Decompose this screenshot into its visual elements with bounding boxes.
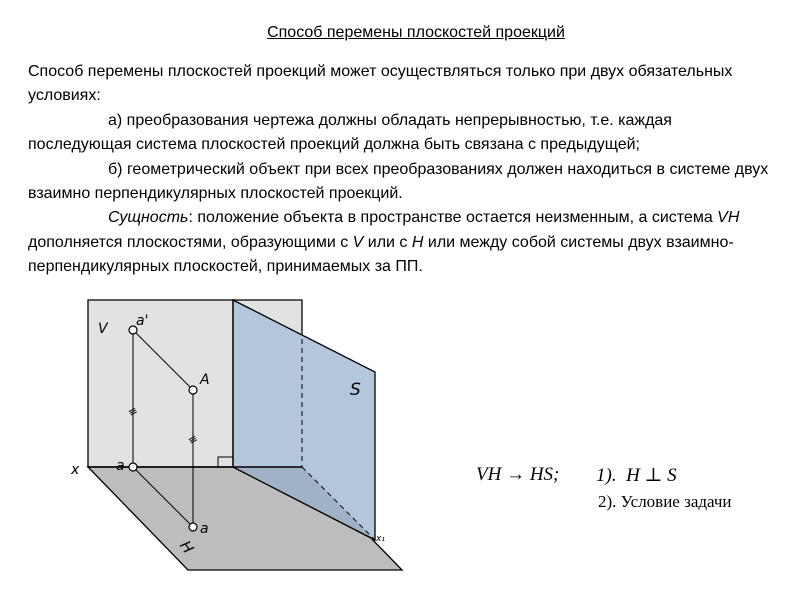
formula-mapping-text: VH → HS; [476,464,560,485]
formula-mapping [476,464,559,486]
label-a: a [200,521,209,537]
label-a-prime: a' [136,313,149,329]
condition-a-text: а) преобразования чертежа должны обладать непрерывностью, т.е. каждая последующая система плоскостей проекций должна быть связана с предыдущей; [28,111,672,154]
intro-paragraph: Способ перемены плоскостей проекций может осуществляться только при двух обязательных условиях: [28,63,733,105]
label-A: A [200,372,210,388]
essence-h: H [411,233,424,251]
essence-label: Сущность [108,209,189,227]
point-ax [129,463,137,471]
essence-text-4: или между собой системы двух взаимно-перпендикулярных плоскостей, принимаемых за ПП. [28,233,734,276]
label-S: S [350,380,361,400]
label-x1: x₁ [376,534,385,544]
essence-v: V [352,233,364,251]
essence-vh: VH [717,209,740,227]
page-title: Способ перемены плоскостей проекций [267,24,565,41]
formula-step1: 1). H ⊥ S [596,465,677,486]
label-x: x [71,462,80,478]
condition-b-text: б) геометрический объект при всех преобразованиях должен находиться в системе двух взаимно перпендикулярных плоскостей проекций. [28,160,769,203]
essence-text-2: дополняется плоскостями, образующими с [28,233,353,251]
point-A [189,386,197,394]
essence-text-3: или с [363,233,412,251]
tick-mark-upper: ≡ [125,403,141,420]
tick-mark-lower: ≡ [185,431,201,448]
label-V: V [98,321,108,337]
essence-text-1: : положение объекта в пространстве остается неизменным, а система [188,209,718,227]
point-a [189,523,197,531]
formula-step2: 2). Условие задачи [598,492,732,511]
label-ax: a [116,458,125,474]
label-H: H [176,537,198,557]
